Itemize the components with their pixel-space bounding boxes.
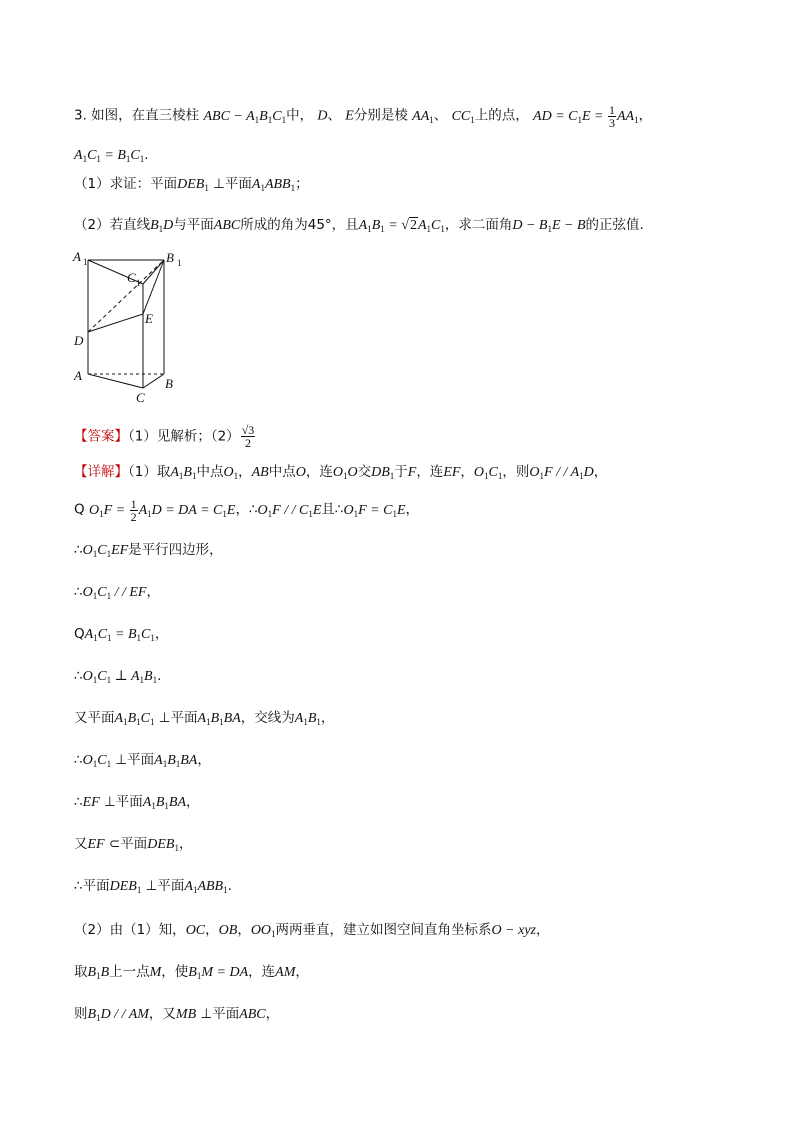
- prism-name: ABC − $A_1B_1C_1$: [203, 108, 287, 125]
- label-c: C: [136, 390, 145, 405]
- label-b: B: [165, 376, 173, 391]
- detail-line-9: ∴EF ⊥平面$A_1B_1BA$，: [74, 794, 200, 811]
- detail-line-12: （2）由（1）知，OC，OB，$OO_1$两两垂直，建立如图空间直角坐标系O − xyz，: [74, 922, 550, 939]
- problem-line-1: 3. 如图，在直三棱柱 ABC − $A_1B_1C_1$中， D、 E分别是棱 $AA_1$、 $CC_1$上的点， AD = $C_1E$ = $\frac{1}{3}$ $AA_1$，: [74, 103, 653, 130]
- svg-text:1: 1: [83, 257, 88, 267]
- svg-text:1: 1: [136, 278, 141, 288]
- prism-figure: [70, 248, 200, 408]
- detail-line-13: 取$B_1B$上一点M，使$B_1M$ = DA，连AM，: [74, 964, 309, 981]
- detail-line-14: 则$B_1D$ / / AM，又MB ⊥平面ABC，: [74, 1006, 280, 1023]
- detail-line-3: $\therefore O_1C_1EF$是平行四边形，: [74, 542, 223, 559]
- detail-line-11: ∴平面$DEB_1$ ⊥平面$A_1ABB_1$.: [74, 878, 232, 895]
- detail-line-4: $\therefore O_1C_1$ / / EF，: [74, 584, 160, 601]
- detail-line-10: 又EF ⊂平面$DEB_1$，: [74, 836, 193, 853]
- answer-tag: 【答案】: [74, 428, 128, 445]
- detail-tag: 【详解】: [74, 464, 128, 480]
- detail-line-1: 【详解】（1）取$A_1B_1$中点$O_1$，AB中点O，连$O_1O$交$DB_1$于F，连EF，$O_1C_1$，则$O_1F$ / / $A_1D$，: [74, 464, 608, 481]
- answer-line: 【答案】（1）见解析；（2） $\frac{√3}{2}$: [74, 423, 255, 450]
- problem-number: 3: [74, 107, 83, 124]
- label-d: D: [74, 333, 84, 348]
- part-1: （1）求证：平面$DEB_1$ ⊥平面$A_1ABB_1$；: [74, 176, 309, 193]
- detail-line-7: 又平面$A_1B_1C_1$ ⊥平面$A_1B_1BA$，交线为$A_1B_1$，: [74, 710, 335, 727]
- detail-line-5: $QA_1C_1 = B_1C_1$，: [74, 626, 169, 643]
- problem-line-2: $A_1C_1 = B_1C_1$.: [74, 147, 149, 164]
- svg-text:1: 1: [177, 258, 182, 268]
- label-a1: A: [73, 249, 81, 264]
- label-c1: C: [127, 270, 136, 285]
- detail-line-8: $\therefore O_1C_1$ ⊥平面$A_1B_1BA$，: [74, 752, 211, 769]
- detail-line-2: Q $O_1F$ = $\frac{1}{2}$ $A_1D$ = DA = $C_1E$，$\therefore O_1F$ / / $C_1E$且$\therefore O_1F = C_1E$，: [74, 497, 420, 524]
- label-a: A: [74, 368, 82, 383]
- part-2: （2）若直线$B_1D$与平面ABC所成的角为45°，且$A_1B_1 = √2A_1C_1$，求二面角$D - B_1E - B$的正弦值.: [74, 217, 644, 234]
- detail-line-6: $\therefore O_1C_1$ ⊥ $A_1B_1$.: [74, 668, 162, 685]
- label-e: E: [145, 311, 153, 326]
- condition-ad: AD = $C_1E$ = $\frac{1}{3}$ $AA_1$: [533, 103, 639, 130]
- label-b1: B: [166, 250, 174, 265]
